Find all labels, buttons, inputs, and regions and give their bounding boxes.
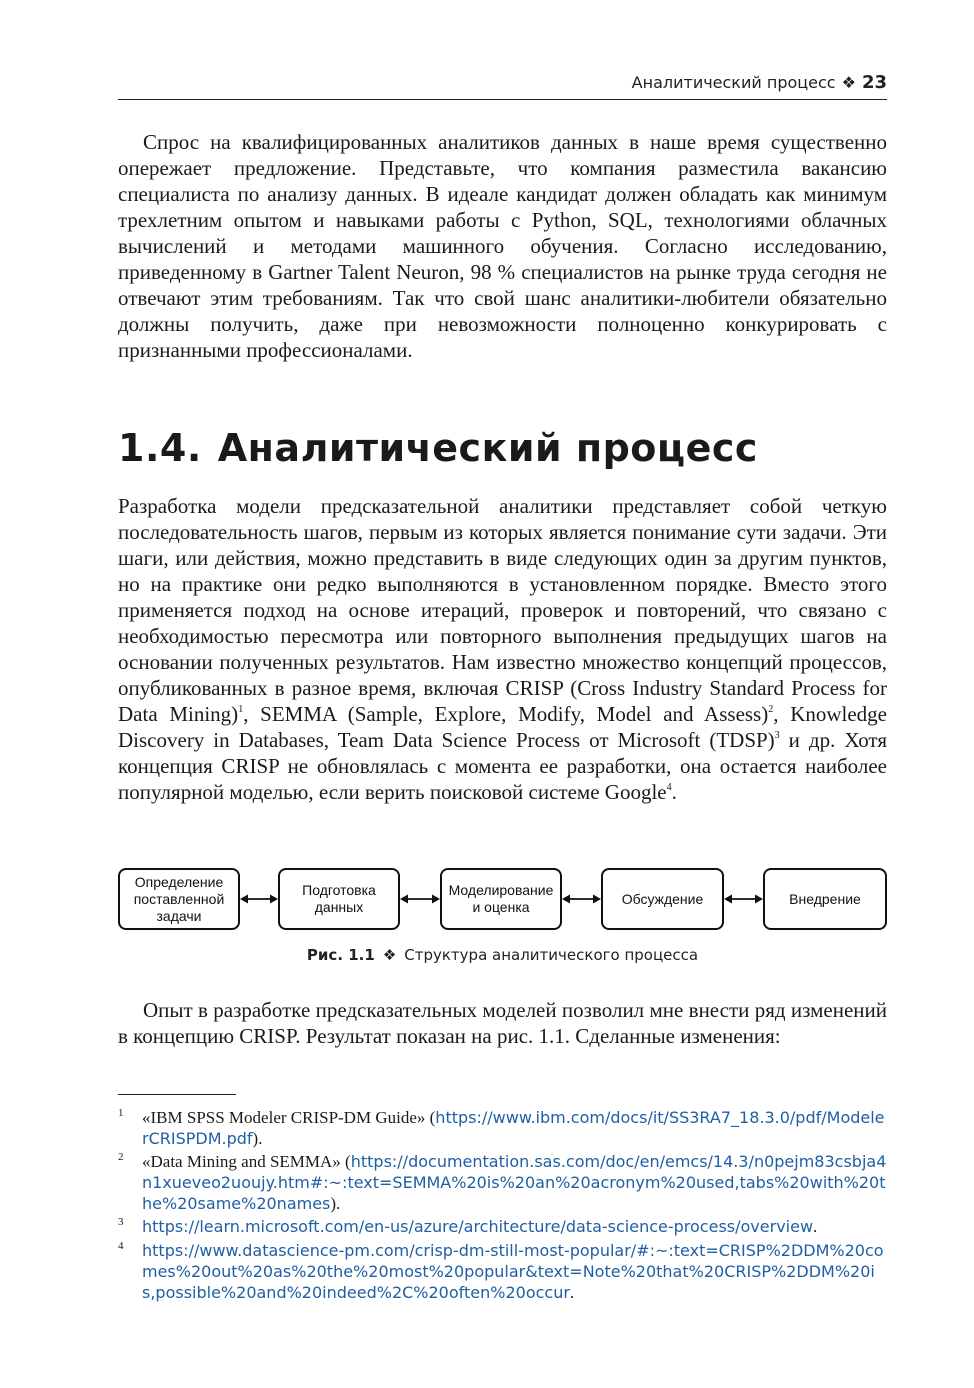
footnote-suffix: ). <box>252 1129 263 1148</box>
footnote-mark: 3 <box>118 1216 124 1228</box>
footnote-mark: 2 <box>118 1151 124 1163</box>
footnote-link[interactable]: https://documentation.sas.com/doc/en/emcs/14.3/n0pejm83csbja4n1xueveo2uoujy.htm#:~:text=SEMMA%20is%20an%20acronym%20used,tabs%20with%20the%20same%20names <box>142 1152 887 1213</box>
footnote-prefix: «IBM SPSS Modeler CRISP-DM Guide» ( <box>142 1108 436 1127</box>
paragraph-2-text-e: . <box>671 780 677 804</box>
body-paragraph-3: Опыт в разработке предсказательных моделей позволил мне внести ряд изменений в концепцию CRISP. Результат показан на рис. 1.1. Сделанные изменения: <box>118 998 887 1048</box>
footnote-ref-3[interactable]: 3 <box>774 730 780 741</box>
footnote-suffix: . <box>569 1283 575 1302</box>
running-header <box>118 72 887 94</box>
paragraph-2-text-b: , SEMMA (Sample, Explore, Modify, Model and Assess) <box>243 702 769 726</box>
section-heading <box>118 420 758 476</box>
body-paragraph-2 <box>118 493 887 805</box>
footnote-ref-2[interactable]: 2 <box>768 704 774 715</box>
footnote-prefix: «Data Mining and SEMMA» ( <box>142 1152 351 1171</box>
double-arrow-icon <box>724 893 763 905</box>
figure-caption-text: Структура аналитического процесса <box>404 946 699 964</box>
step-box-deployment: Внедрение <box>763 868 887 930</box>
footnote-link[interactable]: https://learn.microsoft.com/en-us/azure/architecture/data-science-process/overview <box>142 1217 814 1236</box>
footnote-4 <box>118 1240 887 1303</box>
section-number: 1.4. <box>118 426 202 470</box>
double-arrow-icon <box>562 893 601 905</box>
footnote-suffix: ). <box>330 1194 341 1213</box>
process-flow-diagram <box>118 868 887 930</box>
section-title: Аналитический процесс <box>217 426 758 470</box>
figure-caption <box>118 944 887 966</box>
footnote-mark: 4 <box>118 1240 124 1252</box>
footnote-link[interactable]: https://www.ibm.com/docs/it/SS3RA7_18.3.0/pdf/ModelerCRISPDM.pdf <box>142 1108 885 1148</box>
footnote-2 <box>118 1151 887 1214</box>
paragraph-2-text-c: , Knowledge Discovery in Databases, Team Data Science Process от Microsoft (TDSP) <box>118 702 887 752</box>
double-arrow-icon <box>240 893 278 905</box>
double-arrow-icon <box>400 893 440 905</box>
step-box-problem-definition: Определение поставленной задачи <box>118 868 240 930</box>
page-number: 23 <box>861 72 887 93</box>
footnote-mark: 1 <box>118 1107 124 1119</box>
diamond-separator-icon: ❖ <box>382 946 397 964</box>
step-box-discussion: Обсуждение <box>601 868 724 930</box>
header-rule <box>118 99 887 100</box>
step-box-data-preparation: Подготовка данных <box>278 868 400 930</box>
footnote-suffix: . <box>813 1217 818 1236</box>
figure-label: Рис. 1.1 <box>306 946 375 964</box>
step-box-modeling-evaluation: Моделирование и оценка <box>440 868 562 930</box>
footnote-rule <box>118 1094 236 1095</box>
footnote-link[interactable]: https://www.datascience-pm.com/crisp-dm-still-most-popular/#:~:text=CRISP%2DDM%20comes%20out%20as%20the%20most%20popular&text=Note%20that%20CRISP%2DDM%20is,possible%20and%20indeed%2C%20often%20occur <box>142 1241 884 1302</box>
footnote-ref-4[interactable]: 4 <box>666 782 672 793</box>
running-header-title: Аналитический процесс <box>631 73 836 92</box>
diamond-separator-icon: ❖ <box>841 73 856 92</box>
paragraph-2-text-a: Разработка модели предсказательной аналитики представляет собой четкую последовательность шагов, первым из которых является понимание сути задачи. Эти шаги, или действия, можно представить в виде следующих один за другим пунктов, но на практике они редко выполняются в установленном порядке. Вместо этого применяется подход на основе итераций, проверок и повторений, что связано с необходимостью пересмотра или повторного выполнения предыдущих шагов на основании полученных результатов. Нам известно множество концепций процессов, опубликованных в разное время, включая CRISP (Cross Industry Standard Process for Data Mining) <box>118 494 887 726</box>
footnote-1 <box>118 1107 887 1149</box>
paragraph-2-text-d: и др. Хотя концепция CRISP не обновлялась с момента ее разработки, она остается наиболее популярной моделью, если верить поисковой системе Google <box>118 728 887 804</box>
footnote-3 <box>118 1216 887 1237</box>
body-paragraph-1: Спрос на квалифицированных аналитиков данных в наше время существенно опережает предложение. Представьте, что компания разместила вакансию специалиста по анализу данных. В идеале кандидат должен обладать как минимум трехлетним опытом и навыками работы с Python, SQL, технологиями облачных вычислений и методами машинного обучения. Согласно исследованию, приведенному в Gartner Talent Neuron, 98 % специалистов на рынке труда сегодня не отвечают этим требованиям. Так что свой шанс аналитики-любители обязательно должны получить, даже при невозможности полноценно конкурировать с признанными профессионалами. <box>118 130 887 362</box>
footnote-ref-1[interactable]: 1 <box>238 704 244 715</box>
